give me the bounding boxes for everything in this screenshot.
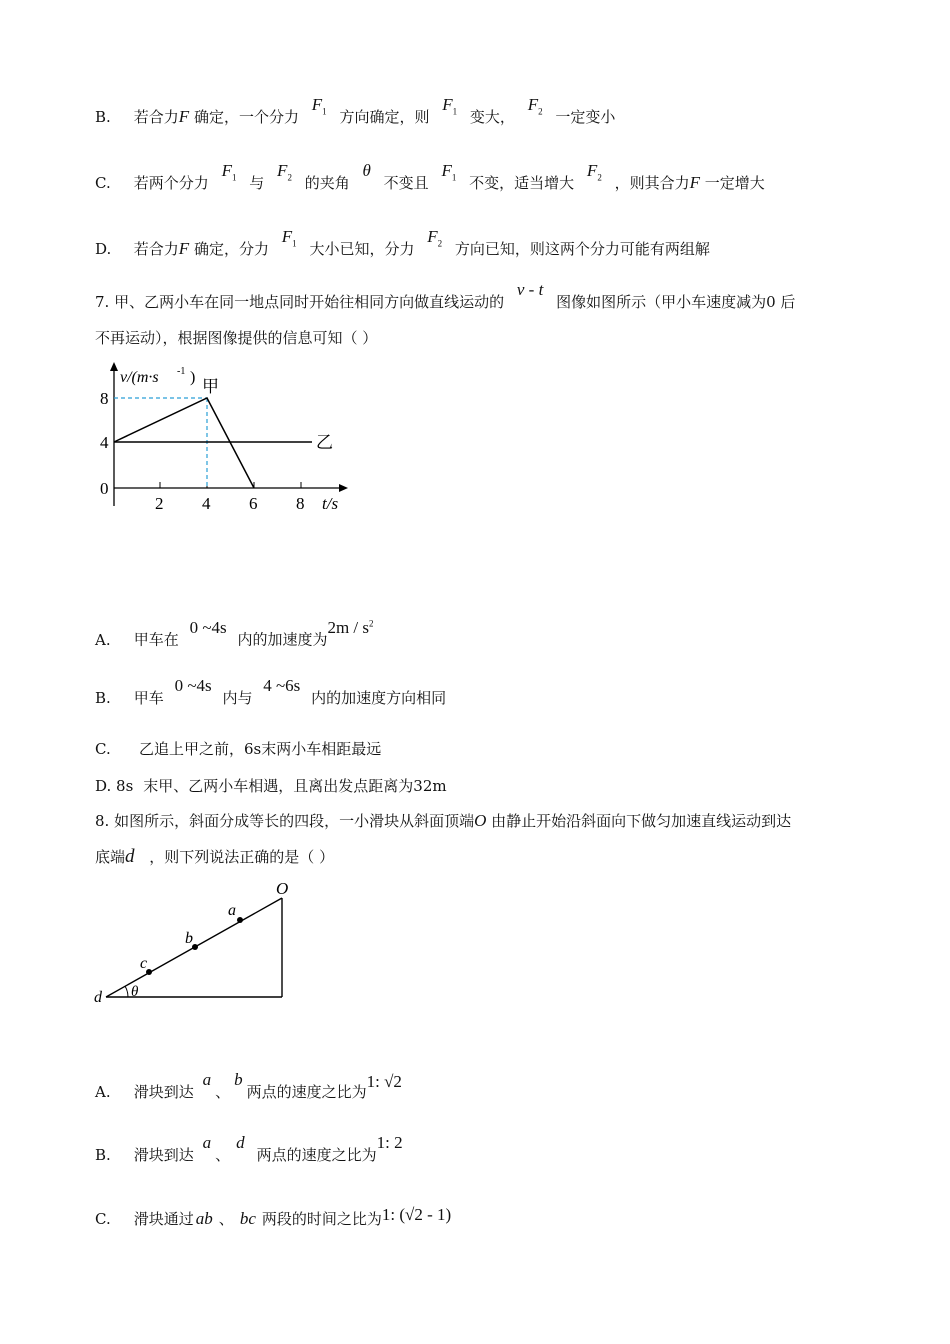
y-axis-label-end: ) [190,369,196,386]
segment-label: bc [239,1209,256,1228]
force-f1: $F_1$ [442,95,458,117]
q8-stem-line1: 8. 如图所示，斜面分成等长的四段，一小滑块从斜面顶端O 由静止开始沿斜面向下做匀加速直线运动到达 [95,811,792,830]
series-yi-label: 乙 [316,433,333,452]
point-label: a [202,1070,212,1089]
force-f2: $F_2$ [527,95,543,117]
angle-theta-label: θ [131,984,139,1000]
time-range: 0 ~4s [174,676,212,695]
q8-option-c[interactable]: C. 滑块通过 ab 、 bc 两段的时间之比为1: (√2 - 1) [95,1205,452,1228]
q8-option-a[interactable]: A. 滑块到达 a、b两点的速度之比为1: √2 [95,1070,402,1101]
y-axis-label: v/(m·s [120,369,159,386]
point-label: d [236,1133,245,1152]
q7-option-a[interactable]: A. 甲车在 0 ~4s 内的加速度为$2m / s^2$ [95,617,374,649]
vt-symbol: v - t [516,280,544,299]
q8-option-b[interactable]: B. 滑块到达 a、d两点的速度之比为1: 2 [95,1133,403,1164]
y-axis-arrow [110,362,118,371]
point-d-label: d [94,989,102,1006]
incline-figure [90,878,300,1008]
ratio: 1: 2 [376,1133,403,1152]
y-axis-label-exp: -1 [177,366,186,377]
q7-option-c[interactable]: C. 乙追上甲之前，6s末两小车相距最远 [95,740,382,758]
series-jia-label: 甲 [202,377,219,396]
q7-stem-line2: 不再运动），根据图像提供的信息可知（ ） [95,329,378,347]
ratio: 1: √2 [366,1072,402,1091]
force-f1: $F_1$ [221,161,237,183]
x-axis-arrow [339,484,348,492]
x-tick-label: 4 [202,494,211,513]
angle-theta: θ [362,161,371,180]
force-f1: $F_1$ [441,161,457,183]
point-o-label: O [276,879,289,898]
series-jia-line [114,398,254,488]
vt-graph [90,360,360,520]
x-tick-label: 2 [155,494,164,513]
option-label: B. [95,108,111,126]
point-label: a [202,1133,212,1152]
point-b-label: b [185,930,193,947]
q6-option-b[interactable]: B. 若合力F 确定，一个分力 $F_1$ 方向确定，则 $F_1$ 变大， $F_2$ 一定变小 [95,95,616,126]
angle-arc [125,986,128,997]
force-f1: $F_1$ [281,227,297,249]
force-f1: $F_1$ [311,95,327,117]
q7-option-d[interactable]: D. 8s 末甲、乙两小车相遇，且离出发点距离为32m [95,777,447,795]
ratio: 1: (√2 - 1) [381,1205,452,1224]
q6-option-d[interactable]: D. 若合力F 确定，分力 $F_1$ 大小已知，分力 $F_2$ 方向已知，则这两个分力可能有两组解 [95,227,710,258]
y-tick-label: 0 [100,479,109,498]
x-tick-label: 8 [296,494,305,513]
segment-label: ab [195,1209,213,1228]
point-c-label: c [140,955,148,972]
point-a-label: a [228,902,236,919]
time-range: 4 ~6s [263,676,301,695]
time-range: 0 ~4s [189,617,227,637]
force-f2: $F_2$ [586,161,602,183]
force-f2: $F_2$ [427,227,443,249]
acceleration-value: $2m / s^2$ [327,617,374,637]
x-tick-label: 6 [249,494,258,513]
x-axis-label: t/s [322,494,339,513]
point-a [237,917,243,923]
option-label: D. [95,240,112,258]
q7-stem-line1: 7. 甲、乙两小车在同一地点同时开始往相同方向做直线运动的 v - t 图像如图所示（甲小车速度减为0 后 [95,280,796,311]
y-tick-label: 4 [100,433,109,452]
q8-stem-line2: 底端d ，则下列说法正确的是（ ） [95,846,335,867]
q6-option-c[interactable]: C. 若两个分力 $F_1$ 与 $F_2$ 的夹角 θ 不变且 $F_1$ 不变，适当增大 $F_2$ ，则其合力F 一定增大 [95,161,765,192]
force-f2: $F_2$ [277,161,292,183]
y-tick-label: 8 [100,389,109,408]
q7-option-b[interactable]: B. 甲车 0 ~4s 内与 4 ~6s 内的加速度方向相同 [95,676,447,707]
point-label: b [234,1070,243,1089]
option-label: C. [95,174,111,192]
